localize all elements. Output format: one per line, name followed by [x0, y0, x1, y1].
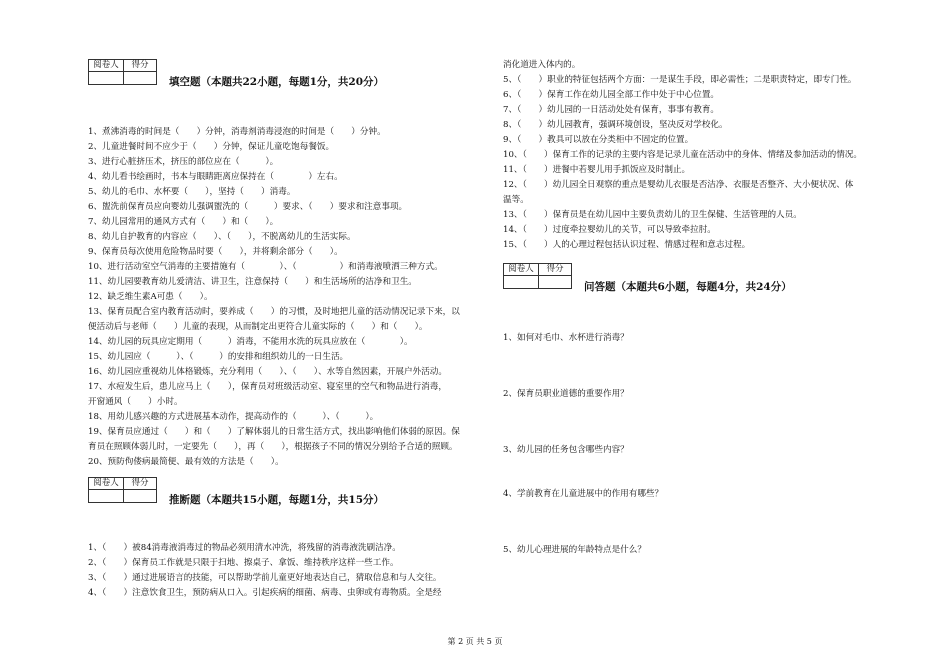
fill-question-line: 18、用幼儿感兴趣的方式进展基本动作，提高动作的（ ）、（ ）。	[88, 412, 379, 422]
judge-question-line: 4、（ ）注意饮食卫生，预防病从口入。引起疾病的细菌、病毒、虫卵或有毒物质。全是经	[88, 588, 442, 598]
essay-question: 5、幼儿心理进展的年龄特点是什么？	[503, 545, 646, 555]
judge-question-line: 13、（ ）保育员是在幼儿园中主要负责幼儿的卫生保健、生活管理的人员。	[503, 210, 802, 220]
judge-question-line: 15、（ ）人的心理过程包括认识过程、情感过程和意志过程。	[503, 240, 751, 250]
judge-question-line: 6、（ ）保育工作在幼儿园全部工作中处于中心位置。	[503, 90, 720, 100]
reviewer-label: 阅卷人	[89, 60, 124, 72]
score-label: 得分	[124, 60, 157, 72]
fill-question-line: 6、盥洗前保育员应向婴幼儿强调盥洗的（ ）要求、（ ）要求和注意事项。	[88, 202, 408, 212]
reviewer-cell	[504, 276, 539, 289]
section1-title: 填空题（本题共22小题，每题1分，共20分）	[169, 76, 385, 88]
score-cell	[124, 72, 157, 85]
fill-question-line: 17、水痘发生后，患儿应马上（ ），保育员对班级活动室、寝室里的空气和物品进行消毒，	[88, 382, 447, 392]
judge-question-line: 消化道进入体内的。	[503, 60, 581, 70]
essay-question: 4、学前教育在儿童进展中的作用有哪些？	[503, 489, 664, 499]
judge-question-line: 温等。	[503, 195, 529, 205]
fill-question-line: 2、儿童进餐时间不应少于（ ）分钟，保证儿童吃饱每餐饭。	[88, 142, 335, 152]
score-label: 得分	[124, 478, 157, 490]
judge-question-line: 14、（ ）过度牵拉婴幼儿的关节，可以导致牵拉肘。	[503, 225, 716, 235]
page-number: 第 2 页 共 5 页	[447, 637, 503, 646]
fill-question-line: 开窗通风（ ）小时。	[88, 397, 183, 407]
fill-question-line: 19、保育员应通过（ ）和（ ）了解体弱儿的日常生活方式，找出影响他们体弱的原因。保	[88, 427, 460, 437]
fill-question-line: 13、保育员配合室内教育活动时，要养成（ ）的习惯，及时地把儿童的活动情况记录下来，以	[88, 307, 460, 317]
essay-question: 2、保育员职业道德的重要作用？	[503, 389, 629, 399]
section3-title: 问答题（本题共6小题，每题4分，共24分）	[584, 281, 792, 293]
fill-question-line: 14、幼儿园的玩具应定期用（ ）消毒，不能用水洗的玩具应放在（ ）。	[88, 337, 413, 347]
score-label: 得分	[539, 264, 572, 276]
fill-question-line: 7、幼儿园常用的通风方式有（ ）和（ ）。	[88, 217, 279, 227]
score-cell	[124, 490, 157, 503]
fill-question-line: 4、幼儿看书绘画时，书本与眼睛距离应保持在（ ）左右。	[88, 172, 343, 182]
fill-question-line: 5、幼儿的毛巾、水杯要（ ），坚持（ ）消毒。	[88, 187, 296, 197]
fill-question-line: 8、幼儿自护教育的内容应（ ）、（ ），不脱离幼儿的生活实际。	[88, 232, 356, 242]
judge-question-line: 9、（ ）教具可以放在分类柜中不固定的位置。	[503, 135, 694, 145]
essay-question: 1、如何对毛巾、水杯进行消毒？	[503, 333, 629, 343]
fill-question-line: 便活动后与老师（ ）儿童的表现，从而制定出更符合儿童实际的（ ）和（ ）。	[88, 322, 428, 332]
score-box-section3	[503, 263, 572, 289]
score-box-section1	[88, 59, 157, 85]
section2-title: 推断题（本题共15小题，每题1分，共15分）	[169, 494, 385, 506]
judge-question-line: 10、（ ）保育工作的记录的主要内容是记录儿童在活动中的身体、情绪及参加活动的情况。	[503, 150, 862, 160]
fill-question-line: 11、幼儿园要教育幼儿爱清洁、讲卫生，注意保持（ ）和生活场所的洁净和卫生。	[88, 277, 417, 287]
judge-question-line: 8、（ ）幼儿园教育，强调环境创设，坚决反对学校化。	[503, 120, 728, 130]
fill-question-line: 12、缺乏维生素A可患（ ）。	[88, 292, 213, 302]
fill-question-line: 20、预防佝偻病最简便、最有效的方法是（ ）。	[88, 457, 284, 467]
reviewer-cell	[89, 490, 124, 503]
fill-question-line: 10、进行活动室空气消毒的主要措施有（ ）、（ ）和消毒液喷洒三种方式。	[88, 262, 443, 272]
judge-question-line: 2、（ ）保育员工作就是只限于扫地、擦桌子、拿饭、维持秩序这样一些工作。	[88, 558, 399, 568]
fill-question-line: 9、保育员每次使用危险物品时要（ ），并将剩余部分（ ）。	[88, 247, 343, 257]
reviewer-label: 阅卷人	[89, 478, 124, 490]
fill-question-line: 3、进行心脏挤压术，挤压的部位应在（ ）。	[88, 157, 279, 167]
judge-question-line: 7、（ ）幼儿园的一日活动处处有保育，事事有教育。	[503, 105, 720, 115]
score-cell	[539, 276, 572, 289]
judge-question-line: 12、（ ）幼儿园全日观察的重点是婴幼儿衣服是否洁净、衣服是否整齐、大小便状况、体	[503, 180, 854, 190]
fill-question-line: 16、幼儿园应重视幼儿体格锻炼，充分利用（ ）、（ ）、水等自然因素，开展户外活动。	[88, 367, 447, 377]
fill-question-line: 1、煮沸消毒的时间是（ ）分钟，消毒剂消毒浸泡的时间是（ ）分钟。	[88, 127, 386, 137]
fill-question-line: 育员在照顾体弱儿时，一定要先（ ），再（ ），根据孩子不同的情况分别给予合适的照顾。	[88, 442, 458, 452]
reviewer-label: 阅卷人	[504, 264, 539, 276]
essay-question: 3、幼儿园的任务包含哪些内容？	[503, 445, 629, 455]
score-box-section2	[88, 477, 157, 503]
judge-question-line: 3、（ ）通过进展语言的技能，可以帮助学前儿童更好地表达自己，猜取信息和与人交往。	[88, 573, 442, 583]
judge-question-line: 5、（ ）职业的特征包括两个方面：一是谋生手段，即必需性；二是职责特定，即专门性。	[503, 75, 857, 85]
reviewer-cell	[89, 72, 124, 85]
judge-question-line: 11、（ ）进餐中若婴儿用手抓饭应及时制止。	[503, 165, 691, 175]
fill-question-line: 15、幼儿园应（ ）、（ ）的安排和组织幼儿的一日生活。	[88, 352, 349, 362]
judge-question-line: 1、（ ）被84消毒液消毒过的物品必须用清水冲洗，将残留的消毒液洗刷洁净。	[88, 543, 401, 553]
